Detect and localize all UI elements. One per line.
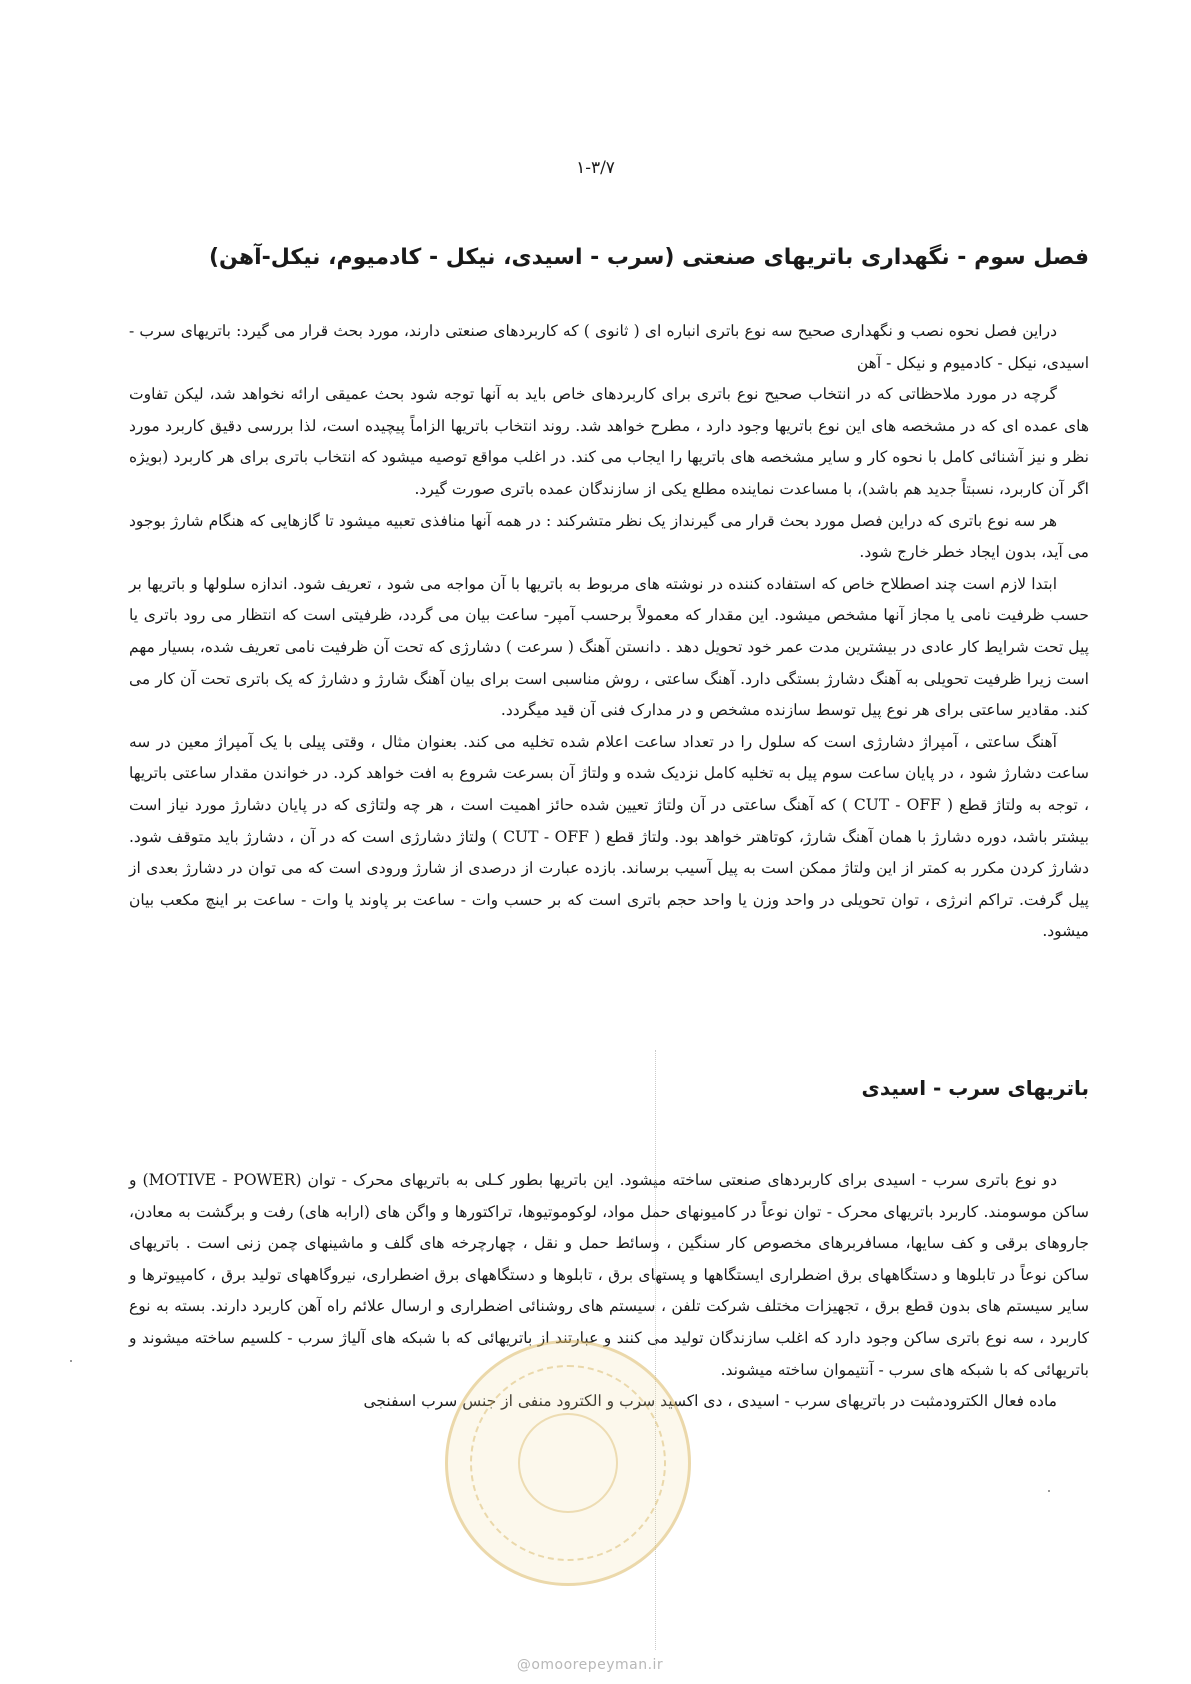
lead-acid-paragraph: ماده فعال الکترودمثبت در باتریهای سرب - اسیدی ، دی اکسید سرب و الکترود منفی از جنس سرب اسفنجی [363,1392,1057,1411]
chapter-title: فصل سوم - نگهداری باتریهای صنعتی (سرب - اسیدی، نیکل - کادمیوم، نیکل-آهن) [208,245,1089,270]
intro-paragraph: هر سه نوع باتری که دراین فصل مورد بحث قرار می گیرنداز یک نظر متشرکند : در همه آنها منافذی تعبیه میشود تا گازهایی که هنگام شارژ بوجود می آید، بدون ایجاد خطر خارج شود. [129,511,1089,562]
lead-acid-heading: باتریهای سرب - اسیدی [861,1076,1089,1100]
intro-paragraph: ابتدا لازم است چند اصطلاح خاص که استفاده کننده در نوشته های مربوط به باتریها با آن مواجه می شود ، تعریف شود. اندازه سلولها و باتریها بر حسب ظرفیت نامی یا مجاز آنها مشخص میشود. این مقدار که معمولاً برحسب آمپر- ساعت بیان می گردد، ظرفیتی است که انتظار می رود باتری یا پیل تحت شرایط کار عادی در بیشترین مدت عمر خود تحویل دهد . دانستن آهنگ ( سرعت ) دشارژی که تحت آن ظرفیت نامی تعریف شده، بسیار مهم است زیرا ظرفیت تحویلی به آهنگ دشارژ بستگی دارد. آهنگ ساعتی ، روش مناسبی است برای بیان آهنگ شارژ و دشارژ که یک باتری تحت آن کار می کند. مقادیر ساعتی برای هر نوع پیل توسط سازنده مشخص و در مدارک فنی آن قید میگردد. [129,574,1089,720]
lead-acid-paragraph: دو نوع باتری سرب - اسیدی برای کاربردهای صنعتی ساخته میشود. این باتریها بطور کـلی به باتریهای محرک - توان (MOTIVE - POWER) و ساکن موسومند. کاربرد باتریهای محرک - توان نوعاً در کامیونهای حمل مواد، لوکوموتیوها، تراکتورها و واگن های (ارابه های) رفت و برگشت به معادن، جاروهای برقی و کف سایها، مسافربرهای مخصوص کار سنگین ، وسائط حمل و نقل ، چهارچرخه های گلف و ماشینهای چمن زنی است . باتریهای ساکن نوعاً در تابلوها و دستگاههای برق اضطراری ایستگاهها و پستهای برق ، تابلوها و دستگاههای برق اضطراری، نیروگاههای تولید برق ، کامپیوترها و سایر سیستم های بدون قطع برق ، تجهیزات مختلف شرکت تلفن ، سیستم های روشنائی اضطراری و ارسال علائم راه آهن کاربرد دارند. بسته به نوع کاربرد ، سه نوع باتری ساکن وجود دارد که اغلب سازندگان تولید می کنند و عبارتند از باتریهائی که با شبکه های آلیاژ سرب - کلسیم ساخته میشوند و باتریهائی که با شبکه های سرب - آنتیموان ساخته میشوند. [129,1171,1089,1379]
intro-paragraph: آهنگ ساعتی ، آمپراژ دشارژی است که سلول را در تعداد ساعت اعلام شده تخلیه می کند. بعنوان مثال ، وقتی پیلی با یک آمپراژ معین در سه ساعت دشارژ شود ، در پایان ساعت سوم پیل به تخلیه کامل نزدیک شده و ولتاژ آن بسرعت شروع به افت خواهد کرد. در خواندن مقدار ساعتی باتریها ، توجه به ولتاژ قطع ( CUT - OFF ) که آهنگ ساعتی در آن ولتاژ تعیین شده حائز اهمیت است ، هر چه ولتاژی که در پایان دشارژ مورد نیاز است بیشتر باشد، دوره دشارژ با همان آهنگ شارژ، کوتاهتر خواهد بود. ولتاژ قطع ( CUT - OFF ) ولتاژ دشارژی است که در آن ، دشارژ باید متوقف شود. دشارژ کردن مکرر به کمتر از این ولتاژ ممکن است به پیل آسیب برساند. بازده عبارت از درصدی از شارژ ورودی است که می توان در دشارژ بعدی از پیل گرفت. تراکم انرژی ، توان تحویلی در واحد وزن یا واحد حجم باتری است که بر حسب وات - ساعت بر پاوند یا وات - ساعت بر اینچ مکعب بیان میشود. [129,732,1089,941]
intro-paragraph: دراین فصل نحوه نصب و نگهداری صحیح سه نوع باتری انباره ای ( ثانوی ) که کاربردهای صنعتی دارند، مورد بحث قرار می گیرد: باتریهای سرب - اسیدی، نیکل - کادمیوم و نیکل - آهن [129,322,1089,372]
scan-speck [70,1360,72,1362]
scan-fold-line [655,1050,657,1650]
scan-speck [1048,1490,1050,1492]
intro-paragraph: گرچه در مورد ملاحظاتی که در انتخاب صحیح نوع باتری برای کاربردهای خاص باید به آنها توجه شود بحث عمیقی ارائه نخواهد شد، لیکن تفاوت های عمده ای که در مشخصه های این نوع باتریها وجود دارد ، مطرح خواهد شد. روند انتخاب باتریها الزاماً پیچیده است، لذا بررسی دقیق کاربرد مورد نظر و نیز آشنائی کامل با نحوه کار و سایر مشخصه های باتریها را ایجاب می کند. در اغلب مواقع توصیه میشود که انتخاب باتری برای هر کاربرد (بویژه اگر آن کاربرد، نسبتاً جدید هم باشد)، با مساعدت نماینده مطلع یکی از سازندگان عمده باتری صورت گیرد. [129,385,1089,498]
lead-acid-section [129,1165,1089,1418]
intro-section [129,316,1089,948]
watermark-site-text: @omoorepeyman.ir [516,1657,664,1673]
page-number: ۱-۳/۷ [576,158,615,178]
